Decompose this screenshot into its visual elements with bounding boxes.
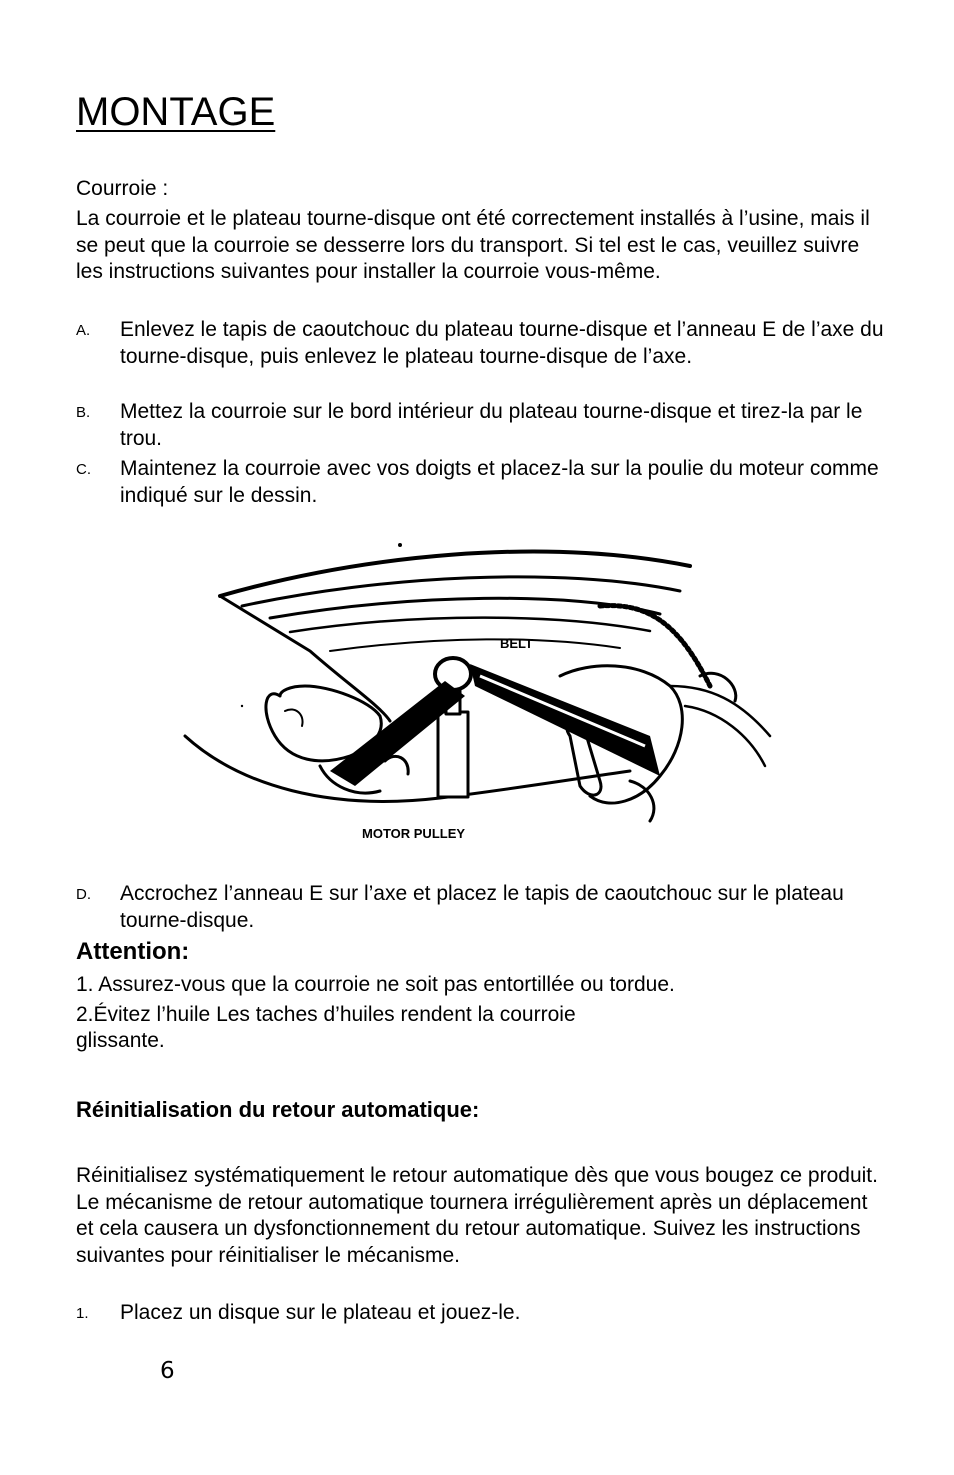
auto-return-paragraph: Réinitialisez systématiquement le retour automatique dès que vous bougez ce produit. Le mécanisme de retour automatique tournera irrégulièrement après un déplacement et cela causera un dysfonctionnement du retour automatique. Suivez les instructions suivantes pour réinitialiser le mécanisme. bbox=[76, 1164, 878, 1267]
belt-section-label: Courroie : bbox=[76, 177, 169, 200]
step-b bbox=[76, 399, 886, 452]
attention-item-2-line-2: glissante. bbox=[76, 1029, 165, 1052]
step-marker: B. bbox=[76, 404, 91, 421]
belt-intro-paragraph: La courroie et le plateau tourne-disque ont été correctement installés à l’usine, mais il se peut que la courroie se desserre lors du transport. Si tel est le cas, veuillez suivre les instructions suivantes pour installer la courroie vous-même. bbox=[76, 207, 870, 283]
step-d bbox=[76, 881, 886, 934]
step-c bbox=[76, 456, 886, 509]
attention-heading: Attention: bbox=[76, 938, 190, 965]
page-number: 6 bbox=[160, 1358, 175, 1384]
page-title: MONTAGE bbox=[76, 90, 276, 134]
attention-item-2-line-1: 2.Évitez l’huile Les taches d’huiles rendent la courroie bbox=[76, 1003, 576, 1026]
step-text: Mettez la courroie sur le bord intérieur du plateau tourne-disque et tirez-la par le trou. bbox=[120, 400, 863, 450]
step-marker: C. bbox=[76, 461, 91, 478]
belt-installation-illustration bbox=[180, 536, 780, 851]
step-text: Maintenez la courroie avec vos doigts et placez-la sur la poulie du moteur comme indiqué sur le dessin. bbox=[120, 457, 879, 507]
step-text: Enlevez le tapis de caoutchouc du plateau tourne-disque et l’anneau E de l’axe du tourne-disque, puis enlevez le plateau tourne-disque de l’axe. bbox=[120, 318, 884, 368]
step-marker: A. bbox=[76, 322, 91, 339]
auto-return-heading: Réinitialisation du retour automatique: bbox=[76, 1097, 480, 1122]
step-a bbox=[76, 317, 886, 370]
step-marker: D. bbox=[76, 886, 91, 903]
step-text: Accrochez l’anneau E sur l’axe et placez le tapis de caoutchouc sur le plateau tourne-disque. bbox=[120, 882, 844, 932]
belt-label: BELT bbox=[500, 636, 533, 651]
attention-item-1: 1. Assurez-vous que la courroie ne soit pas entortillée ou tordue. bbox=[76, 973, 675, 996]
step-marker: 1. bbox=[76, 1305, 89, 1322]
auto-return-step-1 bbox=[76, 1300, 886, 1327]
step-text: Placez un disque sur le plateau et jouez-le. bbox=[120, 1301, 521, 1324]
motor-pulley-label: MOTOR PULLEY bbox=[362, 826, 466, 841]
